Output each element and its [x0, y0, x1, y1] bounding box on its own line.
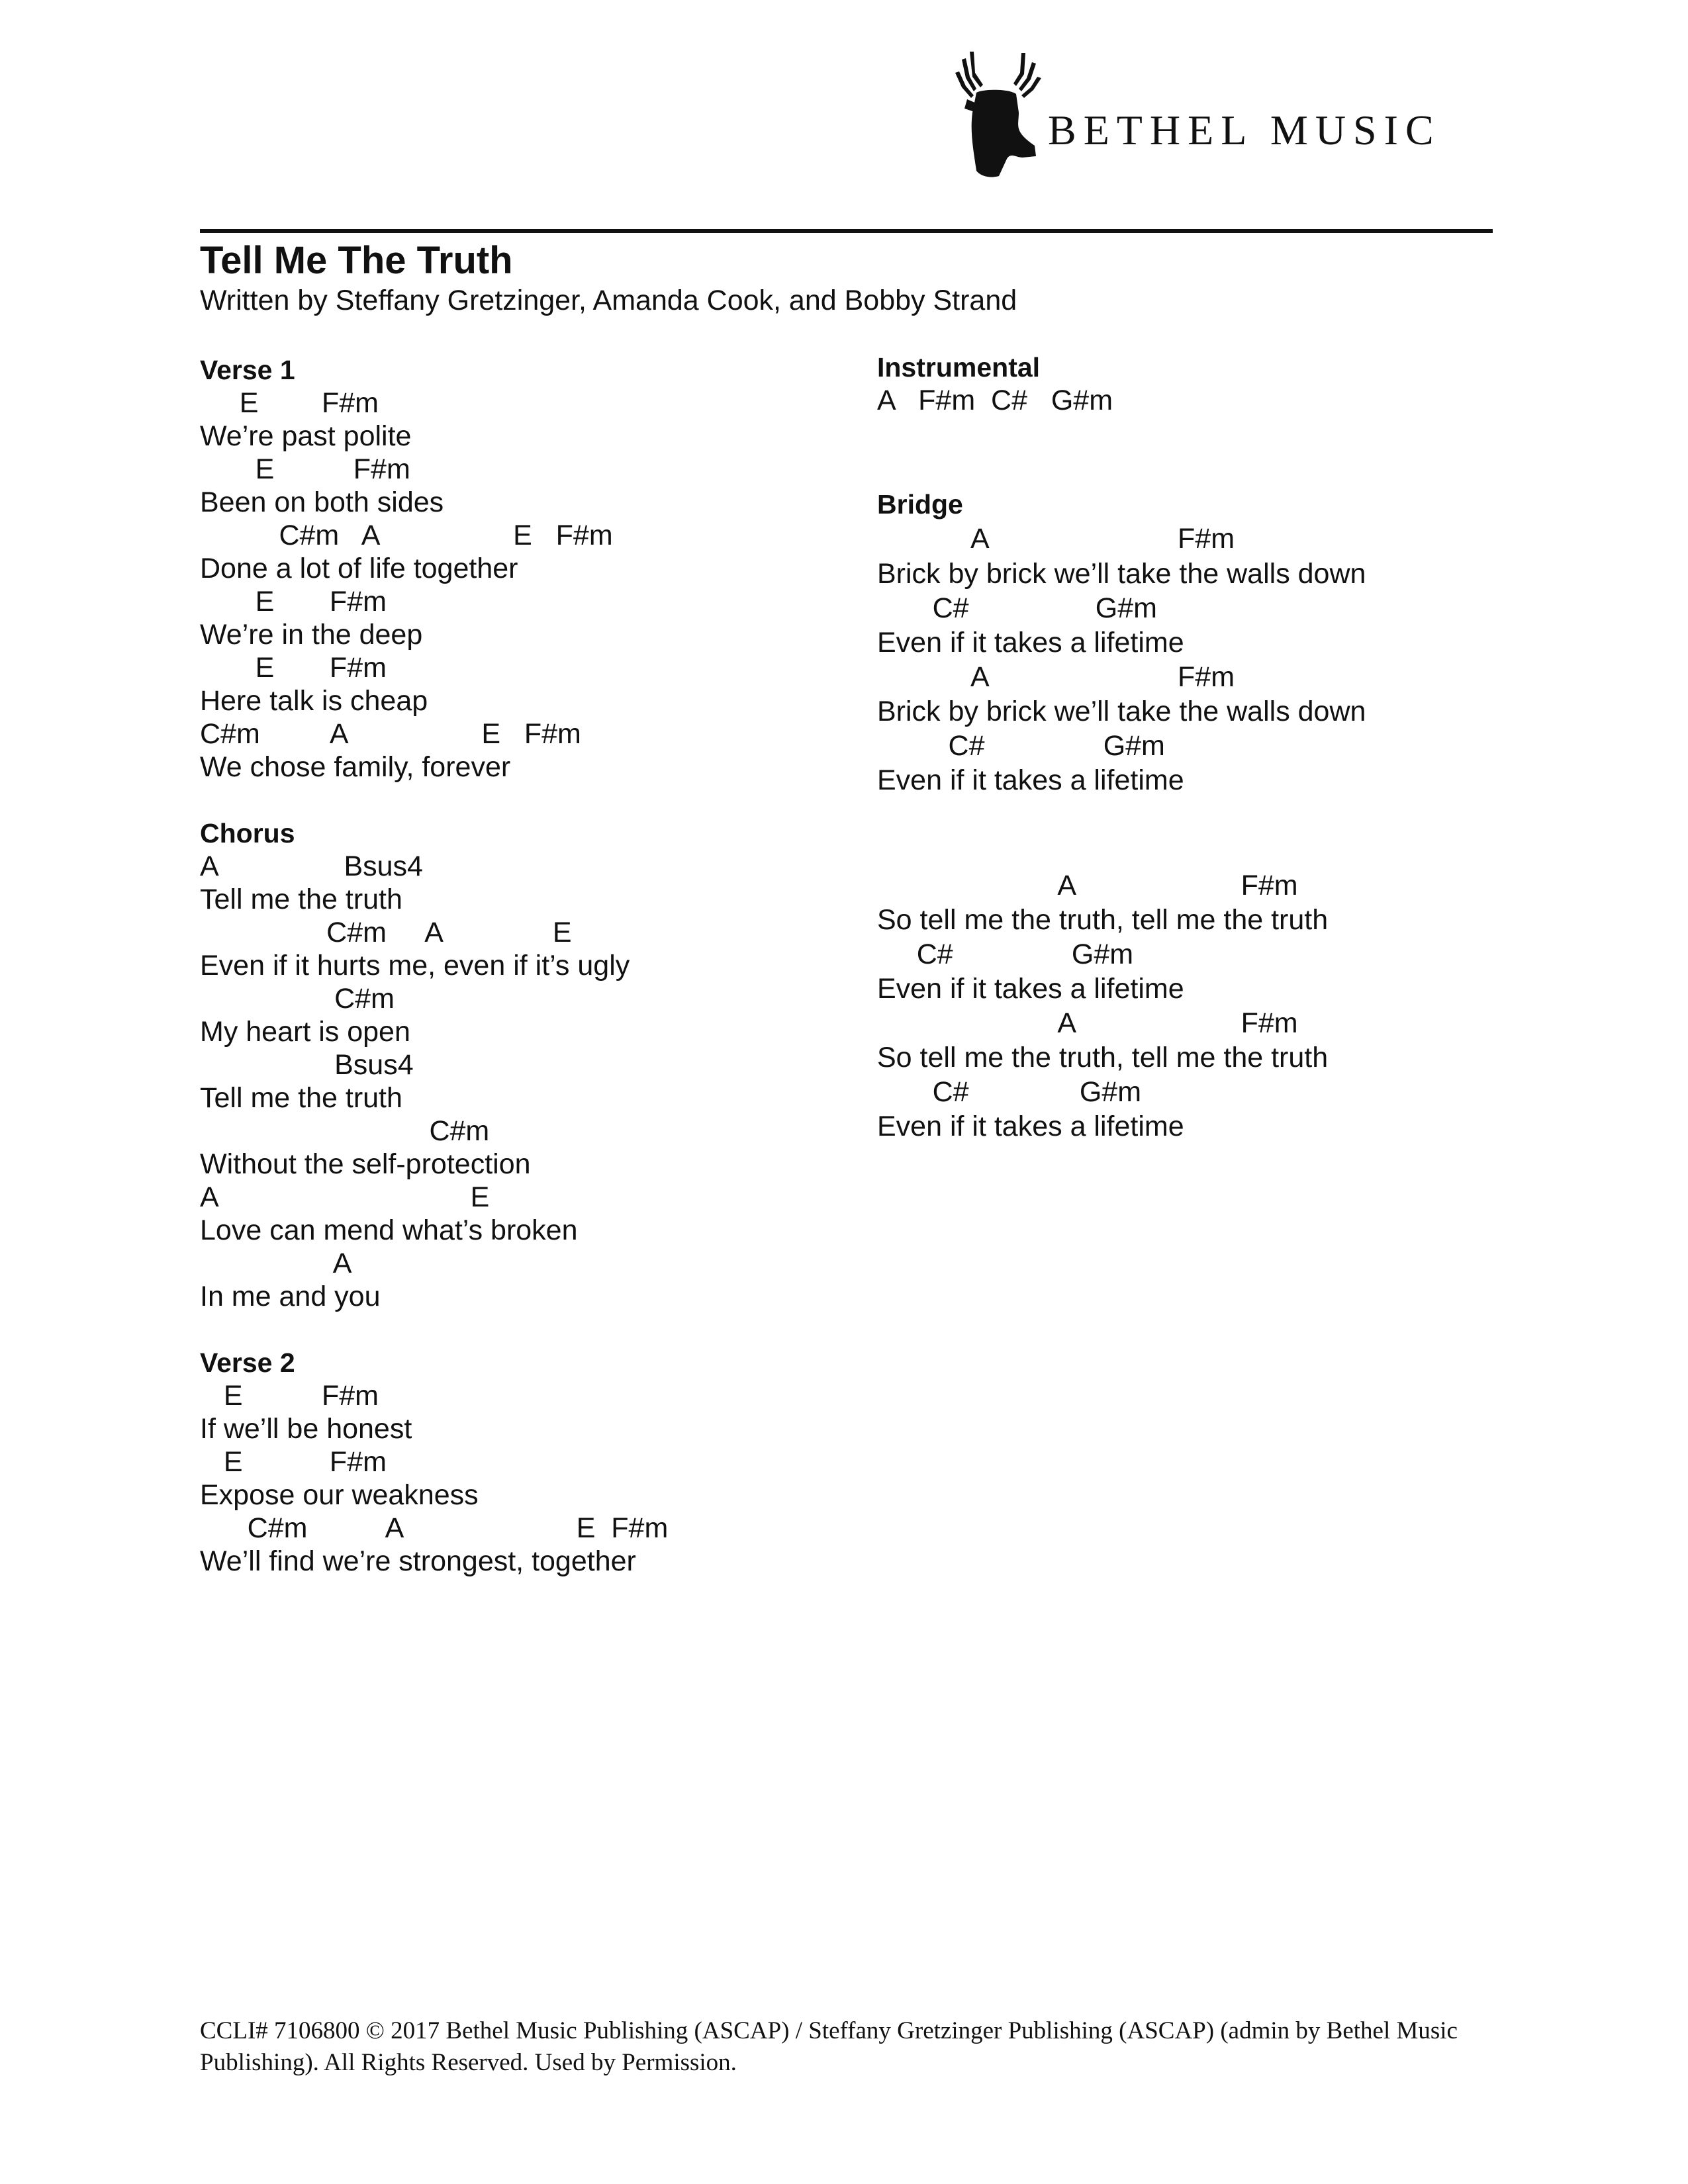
section-chorus	[200, 817, 630, 1313]
stag-head-icon	[950, 46, 1043, 179]
chord-line: E F#m	[200, 652, 387, 684]
section-title-verse-1: Verse 1	[200, 355, 295, 385]
lyric-line: Even if it takes a lifetime	[877, 1111, 1184, 1142]
chord-line: E F#m	[200, 586, 387, 617]
lyric-line: Even if it takes a lifetime	[877, 973, 1184, 1005]
chord-line: C#m	[200, 1115, 490, 1147]
chord-line: A E	[200, 1181, 490, 1213]
chord-line: E F#m	[200, 1380, 379, 1412]
section-verse-1	[200, 353, 613, 784]
lyric-line: Without the self-protection	[200, 1148, 531, 1180]
section-title-instrumental: Instrumental	[877, 352, 1041, 383]
lyric-line: Love can mend what’s broken	[200, 1214, 578, 1246]
lyric-line: Tell me the truth	[200, 1082, 402, 1114]
chord-line: Bsus4	[200, 1049, 414, 1081]
chord-line: A F#m	[877, 661, 1235, 693]
lyric-line: We’re past polite	[200, 420, 412, 452]
chord-line: E F#m	[200, 387, 379, 419]
chord-line: C#m A E	[200, 917, 572, 948]
lyric-line: My heart is open	[200, 1016, 410, 1048]
chord-line: C# G#m	[877, 730, 1165, 762]
instrumental-chords: A F#m C# G#m	[877, 385, 1113, 416]
chord-line: A F#m	[877, 870, 1298, 901]
lyric-line: Been on both sides	[200, 486, 444, 518]
lyric-line: We chose family, forever	[200, 751, 511, 783]
lyric-line: Brick by brick we’ll take the walls down	[877, 696, 1366, 727]
lyric-line: Even if it takes a lifetime	[877, 764, 1184, 796]
section-tag	[877, 868, 1328, 1144]
section-title-chorus: Chorus	[200, 818, 295, 848]
chord-line: A F#m	[877, 523, 1235, 555]
chord-line: C#m A E F#m	[200, 520, 613, 551]
chord-line: E F#m	[200, 453, 410, 485]
chord-line: C# G#m	[877, 938, 1134, 970]
chord-line: E F#m	[200, 1446, 387, 1478]
lyric-line: Here talk is cheap	[200, 685, 428, 717]
lyric-line: Even if it takes a lifetime	[877, 627, 1184, 659]
section-verse-2	[200, 1346, 668, 1578]
chord-line: C#m	[200, 983, 395, 1015]
lyric-line: We’re in the deep	[200, 619, 423, 651]
lyric-line: In me and you	[200, 1281, 381, 1312]
chord-line: C# G#m	[877, 1076, 1142, 1108]
lyric-line: If we’ll be honest	[200, 1413, 412, 1445]
lyric-line: Done a lot of life together	[200, 553, 518, 584]
brand-name: BETHEL MUSIC	[1048, 107, 1441, 154]
lyric-line: We’ll find we’re strongest, together	[200, 1545, 636, 1577]
lyric-line: Tell me the truth	[200, 884, 402, 915]
chord-line: C# G#m	[877, 592, 1157, 624]
section-instrumental	[877, 351, 1113, 417]
song-writers: Written by Steffany Gretzinger, Amanda Cook, and Bobby Strand	[200, 285, 1017, 316]
chord-line: A Bsus4	[200, 850, 423, 882]
brand-header	[950, 46, 1479, 179]
section-bridge	[877, 488, 1366, 797]
lyric-line: Even if it hurts me, even if it’s ugly	[200, 950, 630, 981]
lyric-line: So tell me the truth, tell me the truth	[877, 1042, 1329, 1073]
chord-line: C#m A E F#m	[200, 1512, 669, 1544]
song-title: Tell Me The Truth	[200, 239, 513, 282]
section-title-bridge: Bridge	[877, 489, 963, 520]
lyric-line: So tell me the truth, tell me the truth	[877, 904, 1329, 936]
copyright-footer: CCLI# 7106800 © 2017 Bethel Music Publishing (ASCAP) / Steffany Gretzinger Publishing (ASCAP) (admin by Bethel Music Publishing). All Rights Reserved. Used by Permission.	[200, 2017, 1458, 2076]
chord-line: A	[200, 1248, 352, 1279]
header-divider	[200, 229, 1493, 233]
lyric-line: Expose our weakness	[200, 1479, 479, 1511]
section-title-verse-2: Verse 2	[200, 1347, 295, 1378]
lyric-line: Brick by brick we’ll take the walls down	[877, 558, 1366, 590]
chord-line: C#m A E F#m	[200, 718, 581, 750]
chord-line: A F#m	[877, 1007, 1298, 1039]
